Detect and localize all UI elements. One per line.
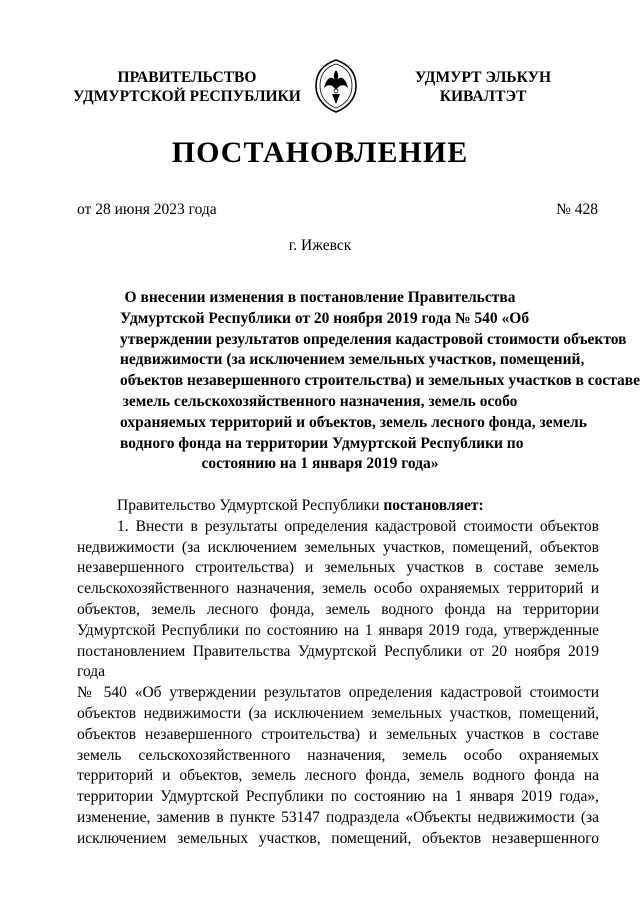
heading-line: Удмуртской Республики от 20 ноября 2019 года № 540 «Об: [120, 309, 530, 327]
body-line: объектов незавершенного строительства) и земельных участков в составе: [77, 725, 599, 743]
intro-text: Правительство Удмуртской Республики: [117, 497, 384, 514]
heading-line: объектов незавершенного строительства) и земельных участков в составе: [120, 372, 640, 390]
government-name-line: КИВАЛТЭТ: [439, 88, 527, 105]
heading-line: недвижимости (за исключением земельных участков, помещений,: [120, 351, 585, 369]
government-name-udmurt: [380, 68, 586, 106]
body-line: 1. Внести в результаты определения кадастровой стоимости объектов: [117, 517, 599, 535]
heading-line: водного фонда на территории Удмуртской Республики по: [120, 434, 524, 452]
government-name-line: ПРАВИТЕЛЬСТВО: [117, 69, 257, 86]
body-line: постановлением Правительства Удмуртской Республики от 20 ноября 2019 года: [77, 642, 599, 681]
government-name-russian: [64, 68, 310, 106]
document-date: от 28 июня 2023 года: [77, 201, 217, 218]
intro-paragraph: [77, 496, 599, 517]
heading-line: состоянию на 1 января 2019 года»: [201, 455, 439, 473]
heading-line: О внесении изменения в постановление Правительства: [124, 289, 516, 306]
body-line: недвижимости (за исключением земельных участков, помещений, объектов: [77, 538, 599, 556]
coat-of-arms-icon: [312, 58, 360, 114]
body-line: № 540 «Об утверждении результатов определения кадастровой стоимости: [77, 684, 599, 702]
body-line: незавершенного строительства) и земельных участков в составе земель: [77, 559, 599, 577]
government-name-line: УДМУРТ ЭЛЬКУН: [414, 69, 552, 86]
heading-line: охраняемых территорий и объектов, земель лесного фонда, земель: [120, 413, 587, 431]
body-line: земель сельскохозяйственного назначения, земель особо охраняемых: [77, 746, 599, 764]
body-line: сельскохозяйственного назначения, земель особо охраняемых территорий и: [77, 580, 599, 598]
resolution-heading: [120, 288, 640, 475]
document-body: [77, 496, 599, 850]
body-line: исключением земельных участков, помещений, объектов незавершенного: [77, 829, 599, 847]
body-line: объектов, земель лесного фонда, земель водного фонда на территории: [77, 600, 599, 618]
body-line: территорий и объектов, земель лесного фонда, земель водного фонда на: [77, 767, 599, 785]
document-number: № 428: [556, 201, 598, 218]
body-line: объектов недвижимости (за исключением земельных участков, помещений,: [77, 704, 599, 722]
body-line: изменение, заменив в пункте 53147 подраздела «Объекты недвижимости (за: [77, 808, 599, 826]
government-name-line: УДМУРТСКОЙ РЕСПУБЛИКИ: [73, 88, 301, 105]
intro-decree-word: постановляет:: [383, 497, 484, 514]
document-city: г. Ижевск: [288, 237, 352, 254]
body-line: территории Удмуртской Республики по состоянию на 1 января 2019 года»,: [77, 788, 599, 806]
document-title: ПОСТАНОВЛЕНИЕ: [171, 136, 469, 169]
heading-line: утверждении результатов определения кадастровой стоимости объектов: [120, 330, 627, 348]
heading-line: земель сельскохозяйственного назначения, земель особо: [122, 392, 518, 410]
body-line: Удмуртской Республики по состоянию на 1 января 2019 года, утвержденные: [77, 621, 599, 639]
